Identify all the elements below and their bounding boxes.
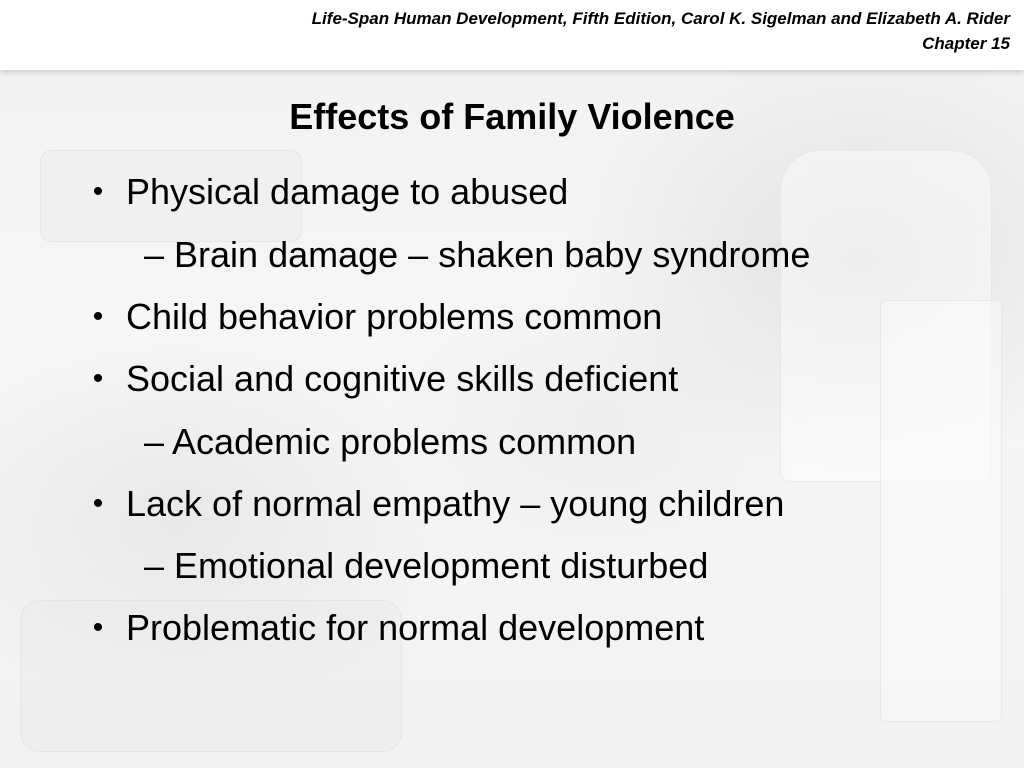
bullet-item: Lack of normal empathy – young children: [126, 483, 785, 524]
bullet-item: Problematic for normal development: [126, 607, 705, 648]
sub-bullet-item: – Academic problems common: [144, 421, 637, 462]
bullet-icon: •: [92, 362, 104, 395]
bullet-item: Child behavior problems common: [126, 296, 663, 337]
sub-bullet-item: – Brain damage – shaken baby syndrome: [144, 234, 811, 275]
bullet-icon: •: [92, 487, 104, 520]
bullet-icon: •: [92, 175, 104, 208]
bullet-icon: •: [92, 611, 104, 644]
chapter-label: Chapter 15: [922, 34, 1010, 53]
book-citation: Life-Span Human Development, Fifth Edition, Carol K. Sigelman and Elizabeth A. Rider: [311, 9, 1010, 28]
slide-title: Effects of Family Violence: [289, 96, 735, 137]
bullet-item: Physical damage to abused: [126, 171, 569, 212]
bullet-item: Social and cognitive skills deficient: [126, 358, 679, 399]
sub-bullet-item: – Emotional development disturbed: [144, 545, 709, 586]
bullet-icon: •: [92, 300, 104, 333]
